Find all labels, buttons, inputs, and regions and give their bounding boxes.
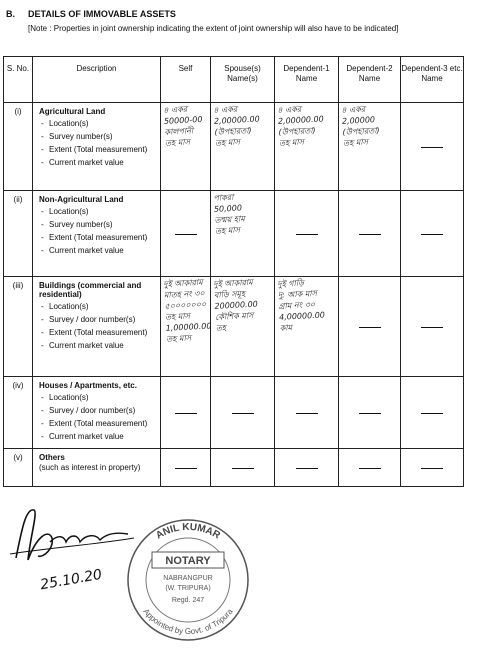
row-subitem: - Extent (Total measurement): [39, 231, 158, 244]
row-subitem: - Location(s): [39, 391, 158, 404]
cell-dep3: [401, 277, 464, 377]
handwritten-entry: দুই গাড়ি দু: আক মাস গ্রাম নং ৩০ 4,00000.00 কাম: [277, 278, 326, 333]
row-subitem: - Extent (Total measurement): [39, 143, 158, 156]
assets-table: [3, 56, 464, 487]
cell-dep2: [339, 103, 401, 191]
table-row: [4, 103, 464, 191]
col-description: Description: [33, 57, 161, 103]
handwritten-entry: দুই আকারাম বাড়ি সমূহ 200000.00 কৌশিক মাস তহ: [213, 277, 258, 333]
cell-dep1: [275, 191, 339, 277]
dash-mark: [421, 413, 443, 414]
row-subitem: - Extent (Total measurement): [39, 326, 158, 339]
row-description: [33, 191, 161, 277]
cell-self: [161, 377, 211, 449]
section-letter: B.: [6, 9, 15, 19]
cell-dep2: [339, 277, 401, 377]
row-subitem: - Survey / door number(s): [39, 404, 158, 417]
stamp-top-text: ANIL KUMAR: [154, 521, 222, 542]
row-description: [33, 277, 161, 377]
cell-self: [161, 191, 211, 277]
cell-self: [161, 449, 211, 487]
dash-mark: [175, 413, 197, 414]
cell-dep3: [401, 191, 464, 277]
stamp-bottom-text: Appointed by Govt. of Tripura: [141, 606, 235, 636]
dash-mark: [296, 234, 318, 235]
col-dependent-1: Dependent-1 Name: [275, 57, 339, 103]
cell-dep1: [275, 277, 339, 377]
row-category: Non-Agricultural Land: [39, 195, 124, 204]
dash-mark: [359, 234, 381, 235]
dash-mark: [421, 147, 443, 148]
cell-dep1: [275, 449, 339, 487]
dash-mark: [359, 327, 381, 328]
handwritten-entry: ৪ একর 2,00000 (উপহারতা) তহ মাস: [341, 104, 380, 148]
row-sno: (iii): [4, 277, 33, 377]
dash-mark: [421, 327, 443, 328]
row-category: Others: [39, 453, 65, 462]
notary-stamp: [112, 514, 264, 642]
section-note: [Note : Properties in joint ownership indicating the extent of joint ownership will also have to be indicated]: [28, 24, 399, 33]
table-header-row: [4, 57, 464, 103]
row-subitem: - Location(s): [39, 117, 158, 130]
row-category-note: (such as interest in property): [39, 463, 141, 472]
row-subitem: - Current market value: [39, 430, 158, 443]
dash-mark: [296, 413, 318, 414]
dash-mark: [296, 468, 318, 469]
svg-text:Appointed by Govt. of Tripura: [141, 607, 234, 636]
cell-dep3: [401, 103, 464, 191]
row-description: [33, 103, 161, 191]
cell-spouse: [211, 191, 275, 277]
cell-dep3: [401, 449, 464, 487]
col-self: Self: [161, 57, 211, 103]
cell-spouse: [211, 449, 275, 487]
cell-dep2: [339, 191, 401, 277]
dash-mark: [421, 234, 443, 235]
row-category: Agricultural Land: [39, 107, 106, 116]
stamp-title: NOTARY: [165, 555, 211, 567]
table-row: [4, 277, 464, 377]
cell-dep2: [339, 449, 401, 487]
cell-spouse: [211, 377, 275, 449]
row-subitem: - Current market value: [39, 244, 158, 257]
table-row: [4, 449, 464, 487]
cell-dep1: [275, 377, 339, 449]
stamp-reg: Regd. 247: [171, 597, 205, 604]
handwritten-entry: দুই আকারাম মাতহ নং ৩০ ৫০০০০০০০ তহ মাস 1,00000.00 তহ মাস: [163, 277, 212, 344]
dash-mark: [232, 468, 254, 469]
cell-spouse: [211, 103, 275, 191]
row-description: [33, 377, 161, 449]
dash-mark: [175, 468, 197, 469]
cell-spouse: [211, 277, 275, 377]
row-subitem: - Location(s): [39, 300, 158, 313]
dash-mark: [359, 413, 381, 414]
cell-dep1: [275, 103, 339, 191]
handwritten-entry: পাকরা 50,000 তন্ময় হাম তহ মাস: [213, 192, 246, 236]
dash-mark: [421, 468, 443, 469]
row-subitem: - Current market value: [39, 156, 158, 169]
dash-mark: [232, 413, 254, 414]
table-row: [4, 377, 464, 449]
cell-dep3: [401, 377, 464, 449]
row-subitem: - Current market value: [39, 339, 158, 352]
table-row: [4, 191, 464, 277]
row-category: Houses / Apartments, etc.: [39, 381, 137, 390]
row-sno: (ii): [4, 191, 33, 277]
row-sno: (i): [4, 103, 33, 191]
col-spouse: Spouse(s) Name(s): [211, 57, 275, 103]
signature-date: 25.10.20: [39, 566, 104, 594]
handwritten-entry: ৪ একর 50000-00 কালপানী তহ মাস: [163, 104, 203, 148]
col-sno: S. No.: [4, 57, 33, 103]
col-dependent-2: Dependent-2 Name: [339, 57, 401, 103]
row-subitem: - Survey / door number(s): [39, 313, 158, 326]
stamp-line1: NABRANGPUR: [163, 575, 213, 582]
row-subitem: - Location(s): [39, 205, 158, 218]
section-header: [6, 9, 176, 19]
stamp-line2: (W. TRIPURA): [165, 585, 211, 592]
row-description: [33, 449, 161, 487]
row-sno: (iv): [4, 377, 33, 449]
row-subitem: - Extent (Total measurement): [39, 417, 158, 430]
row-category: Buildings (commercial and residential): [39, 281, 142, 299]
row-subitem: - Survey number(s): [39, 130, 158, 143]
dash-mark: [175, 234, 197, 235]
handwritten-entry: ৪ একর 2,00000.00 (উপহারতা) তহ মাস: [213, 104, 260, 148]
row-sno: (v): [4, 449, 33, 487]
row-subitem: - Survey number(s): [39, 218, 158, 231]
dash-mark: [359, 468, 381, 469]
cell-self: [161, 103, 211, 191]
cell-dep2: [339, 377, 401, 449]
handwritten-entry: ৪ একর 2,00000.00 (উপহারতা) তহ মাস: [277, 104, 324, 148]
cell-self: [161, 277, 211, 377]
section-title: DETAILS OF IMMOVABLE ASSETS: [28, 9, 176, 19]
col-dependent-3: Dependent-3 etc. Name: [401, 57, 464, 103]
